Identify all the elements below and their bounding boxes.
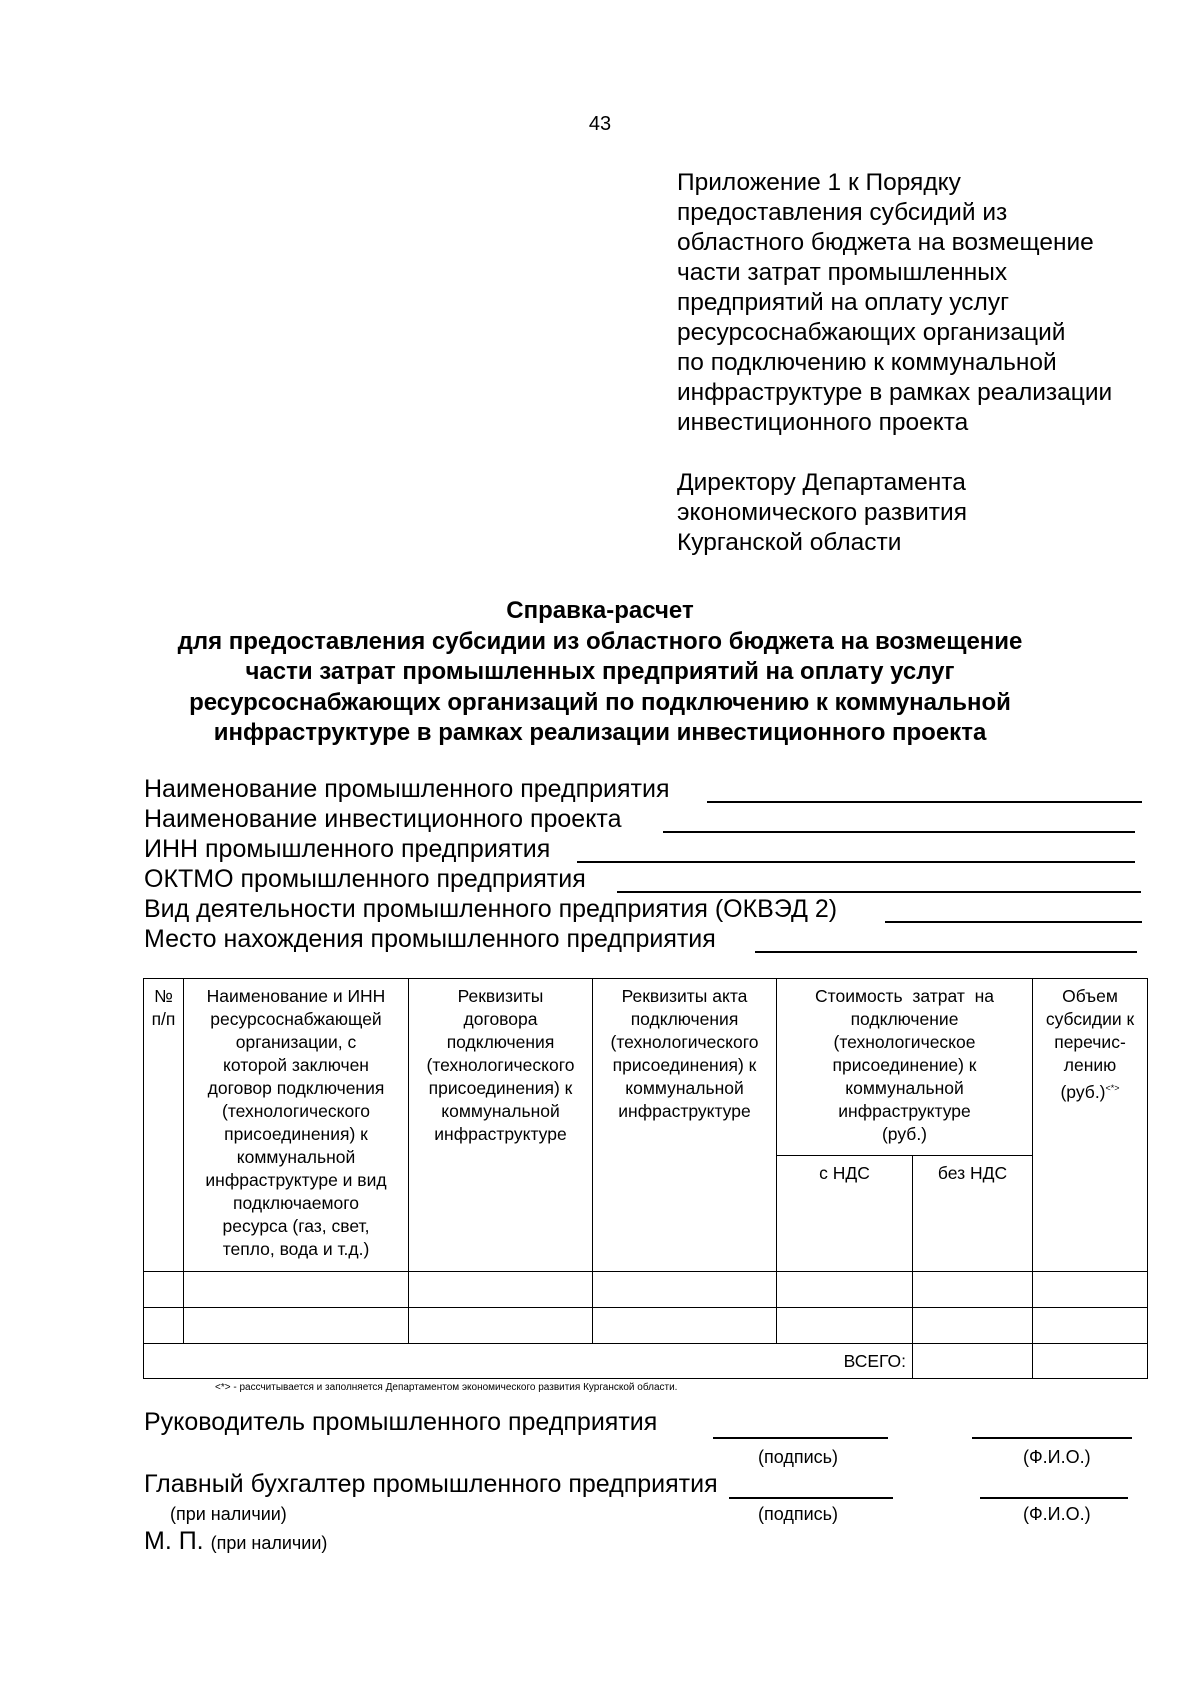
header-supplier-line: Наименование и ИНН bbox=[206, 986, 386, 1006]
field-location-line[interactable] bbox=[755, 951, 1137, 953]
header-contract-line: (технологического bbox=[426, 1055, 575, 1075]
appendix-line: областного бюджета на возмещение bbox=[677, 229, 1094, 256]
accountant-if-any: (при наличии) bbox=[170, 1504, 287, 1524]
appendix-line: по подключению к коммунальной bbox=[677, 349, 1057, 376]
field-inn-line[interactable] bbox=[577, 861, 1135, 863]
table-cell[interactable] bbox=[593, 1272, 777, 1308]
header-num-line: п/п bbox=[151, 1009, 176, 1029]
table-total-row bbox=[144, 1344, 1148, 1379]
header-act-line: (технологического bbox=[610, 1032, 759, 1052]
table-cell[interactable] bbox=[144, 1308, 184, 1344]
title-line: инфраструктуре в рамках реализации инвестиционного проекта bbox=[213, 719, 987, 746]
table-cell[interactable] bbox=[184, 1308, 409, 1344]
head-name-hint: (Ф.И.О.) bbox=[1023, 1447, 1091, 1467]
field-oktmo-line[interactable] bbox=[617, 891, 1141, 893]
header-act-line: коммунальной bbox=[625, 1078, 744, 1098]
field-okved-line[interactable] bbox=[885, 921, 1142, 923]
appendix-line: Приложение 1 к Порядку bbox=[677, 169, 961, 196]
table-cell[interactable] bbox=[1033, 1272, 1148, 1308]
table-cell[interactable] bbox=[409, 1308, 593, 1344]
field-inn-label: ИНН промышленного предприятия bbox=[144, 835, 551, 863]
header-contract-line: подключения bbox=[446, 1032, 555, 1052]
table-cell[interactable] bbox=[409, 1272, 593, 1308]
accountant-label: Главный бухгалтер промышленного предприятия bbox=[144, 1470, 718, 1498]
appendix-note bbox=[677, 168, 1197, 438]
table-cell[interactable] bbox=[593, 1308, 777, 1344]
document-title bbox=[150, 596, 1050, 749]
header-act-line: подключения bbox=[630, 1009, 739, 1029]
header-subsidy bbox=[1033, 979, 1148, 1272]
header-contract-line: договора bbox=[463, 1009, 538, 1029]
field-enterprise-name-line[interactable] bbox=[707, 801, 1142, 803]
appendix-line: инфраструктуре в рамках реализации bbox=[677, 379, 1113, 406]
header-cost-line: подключение bbox=[850, 1009, 959, 1029]
header-supplier-line: тепло, вода и т.д.) bbox=[222, 1239, 370, 1259]
stamp-label bbox=[144, 1527, 327, 1556]
field-okved-label: Вид деятельности промышленного предприятия (ОКВЭД 2) bbox=[144, 895, 838, 923]
header-contract bbox=[409, 979, 593, 1272]
table-cell[interactable] bbox=[184, 1272, 409, 1308]
head-name-line[interactable] bbox=[972, 1437, 1132, 1439]
addressee-line: экономического развития bbox=[677, 499, 967, 526]
header-contract-line: инфраструктуре bbox=[434, 1124, 567, 1144]
field-enterprise-name-label: Наименование промышленного предприятия bbox=[144, 775, 670, 803]
addressee-line: Директору Департамента bbox=[677, 469, 966, 496]
header-cost-with-vat: с НДС bbox=[777, 1156, 913, 1272]
table-cell[interactable] bbox=[913, 1272, 1033, 1308]
field-oktmo-label: ОКТМО промышленного предприятия bbox=[144, 865, 586, 893]
table-cell[interactable] bbox=[913, 1308, 1033, 1344]
table-cell[interactable] bbox=[1033, 1308, 1148, 1344]
table-row bbox=[144, 1272, 1148, 1308]
addressee bbox=[677, 468, 1197, 558]
header-subsidy-line: перечис- bbox=[1054, 1032, 1126, 1052]
table-cell[interactable] bbox=[777, 1308, 913, 1344]
table-cell[interactable] bbox=[777, 1272, 913, 1308]
header-supplier-line: договор подключения bbox=[207, 1078, 385, 1098]
header-act-line: инфраструктуре bbox=[618, 1101, 751, 1121]
header-subsidy-unit: (руб.) bbox=[1060, 1081, 1106, 1102]
field-location-label: Место нахождения промышленного предприятия bbox=[144, 925, 716, 953]
title-line: ресурсоснабжающих организаций по подключению к коммунальной bbox=[189, 688, 1011, 716]
appendix-line: части затрат промышленных bbox=[677, 259, 1008, 286]
total-cell[interactable] bbox=[913, 1344, 1033, 1379]
footnote-marker: <*> bbox=[1105, 1083, 1120, 1093]
header-supplier-line: подключаемого bbox=[233, 1193, 359, 1213]
header-cost-line: коммунальной bbox=[845, 1078, 964, 1098]
stamp-note: (при наличии) bbox=[210, 1533, 328, 1553]
total-label: ВСЕГО: bbox=[144, 1344, 913, 1379]
table-row bbox=[144, 1308, 1148, 1344]
addressee-line: Курганской области bbox=[677, 529, 902, 556]
header-subsidy-line bbox=[1033, 1077, 1147, 1104]
header-contract-line: Реквизиты bbox=[457, 986, 544, 1006]
header-supplier-line: присоединения) к bbox=[224, 1124, 368, 1144]
field-project-name-label: Наименование инвестиционного проекта bbox=[144, 805, 622, 833]
head-label: Руководитель промышленного предприятия bbox=[144, 1408, 658, 1436]
header-supplier bbox=[184, 979, 409, 1272]
title-line: для предоставления субсидии из областного бюджета на возмещение bbox=[177, 627, 1023, 655]
header-cost bbox=[777, 979, 1033, 1156]
total-cell[interactable] bbox=[1033, 1344, 1148, 1379]
header-cost-line: (технологическое bbox=[833, 1032, 976, 1052]
appendix-line: предприятий на оплату услуг bbox=[677, 289, 1010, 316]
accountant-signature-hint: (подпись) bbox=[758, 1504, 839, 1524]
table-cell[interactable] bbox=[144, 1272, 184, 1308]
accountant-name-line[interactable] bbox=[980, 1497, 1128, 1499]
header-cost-line: Стоимость затрат на bbox=[815, 986, 994, 1006]
appendix-line: инвестиционного проекта bbox=[677, 409, 969, 436]
header-supplier-line: ресурса (газ, свет, bbox=[222, 1216, 370, 1236]
header-act-line: присоединения) к bbox=[612, 1055, 757, 1075]
header-cost-line: (руб.) bbox=[881, 1124, 928, 1144]
header-contract-line: коммунальной bbox=[441, 1101, 560, 1121]
header-subsidy-line: субсидии к bbox=[1045, 1009, 1135, 1029]
header-supplier-line: коммунальной bbox=[236, 1147, 356, 1167]
stamp-label-text: М. П. bbox=[144, 1527, 204, 1555]
header-cost-without-vat: без НДС bbox=[913, 1156, 1033, 1272]
calculation-table bbox=[143, 978, 1148, 1379]
header-contract-line: присоединения) к bbox=[428, 1078, 573, 1098]
table-header-row bbox=[144, 979, 1148, 1156]
header-supplier-line: которой заключен bbox=[223, 1055, 369, 1075]
header-subsidy-line: лению bbox=[1063, 1055, 1117, 1075]
field-project-name-line[interactable] bbox=[663, 831, 1135, 833]
title-line: Справка-расчет bbox=[506, 597, 694, 624]
header-num bbox=[144, 979, 184, 1272]
header-cost-line: инфраструктуре bbox=[838, 1101, 971, 1121]
header-supplier-line: инфраструктуре и вид bbox=[205, 1170, 387, 1190]
accountant-signature-line[interactable] bbox=[729, 1497, 893, 1499]
header-supplier-line: (технологического bbox=[222, 1101, 370, 1121]
header-supplier-line: организации, с bbox=[235, 1032, 357, 1052]
header-act bbox=[593, 979, 777, 1272]
footnote: <*> - рассчитывается и заполняется Департаментом экономического развития Курганской области. bbox=[215, 1382, 678, 1393]
header-supplier-line: ресурсоснабжающей bbox=[210, 1009, 382, 1029]
header-subsidy-line: Объем bbox=[1062, 986, 1118, 1006]
header-act-line: Реквизиты акта bbox=[621, 986, 748, 1006]
head-signature-line[interactable] bbox=[713, 1437, 888, 1439]
header-num-line: № bbox=[154, 986, 173, 1006]
head-signature-hint: (подпись) bbox=[758, 1447, 839, 1467]
header-cost-line: присоединение) к bbox=[832, 1055, 977, 1075]
accountant-name-hint: (Ф.И.О.) bbox=[1023, 1504, 1091, 1524]
title-line: части затрат промышленных предприятий на оплату услуг bbox=[245, 658, 955, 685]
page-number: 43 bbox=[588, 113, 612, 135]
appendix-line: ресурсоснабжающих организаций bbox=[677, 319, 1066, 346]
appendix-line: предоставления субсидий из bbox=[677, 199, 1008, 226]
